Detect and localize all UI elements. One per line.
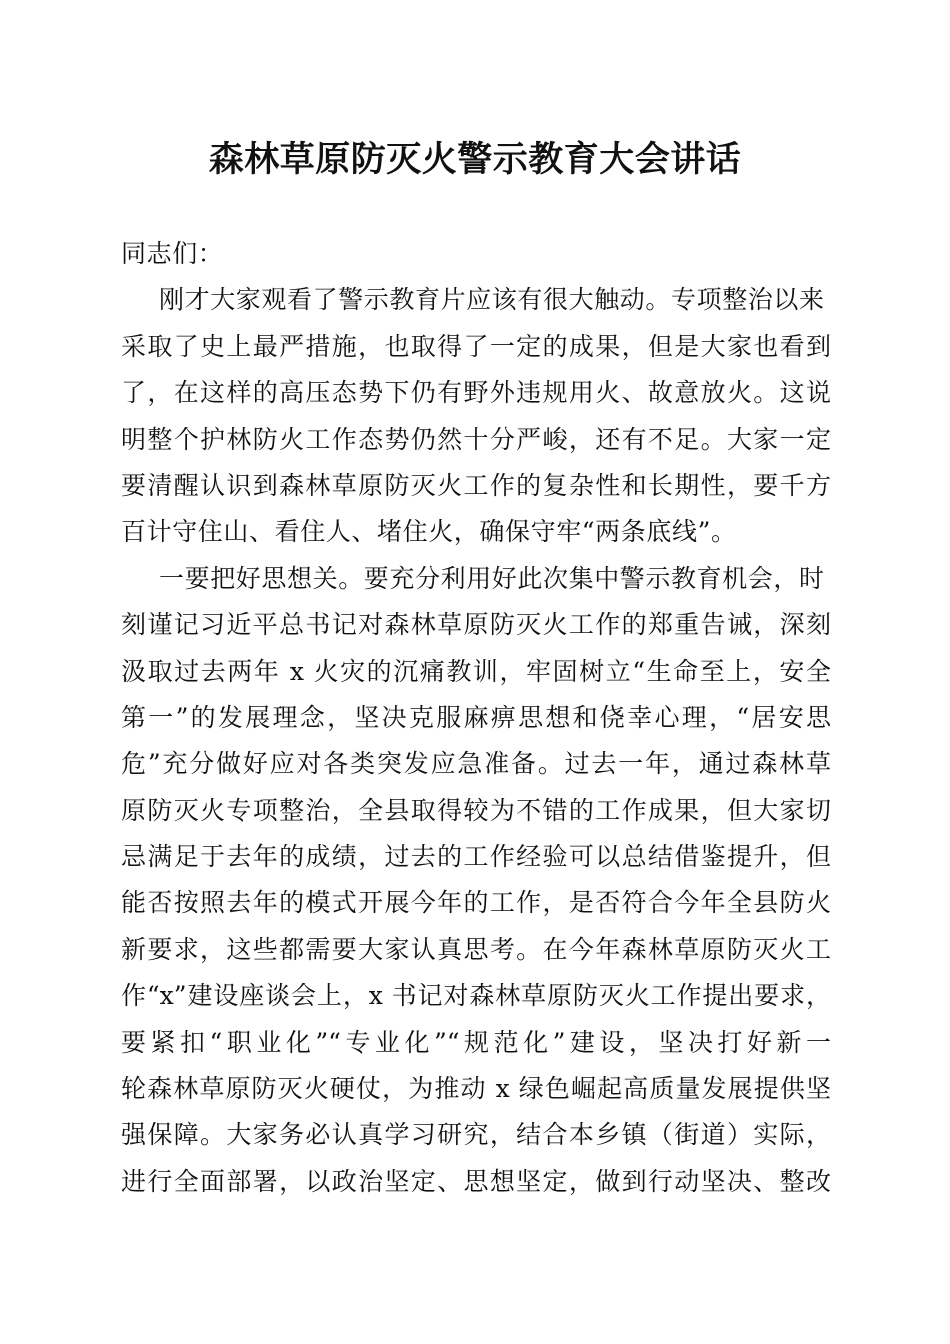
page-title: 森林草原防灭火警示教育大会讲话 [208, 139, 742, 180]
body-text-line: 进行全面部署，以政治坚定、思想坚定，做到行动坚决、整改 [121, 1166, 831, 1196]
speech-body [121, 231, 831, 1205]
body-text-line: 了，在这样的高压态势下仍有野外违规用火、故意放火。这说 [121, 378, 831, 408]
body-text-line: 轮森林草原防灭火硬仗，为推动 x 绿色崛起高质量发展提供坚 [121, 1074, 831, 1104]
body-text-line: 忌满足于去年的成绩，过去的工作经验可以总结借鉴提升，但 [121, 842, 831, 872]
body-text-line: 采取了史上最严措施，也取得了一定的成果，但是大家也看到 [121, 331, 831, 361]
body-text-line: 新要求，这些都需要大家认真思考。在今年森林草原防灭火工 [121, 934, 831, 964]
body-text-line: 百计守住山、看住人、堵住火，确保守牢“两条底线”。 [121, 517, 737, 547]
body-text-line: 原防灭火专项整治，全县取得较为不错的工作成果，但大家切 [121, 795, 831, 825]
body-text-line: 一要把好思想关。要充分利用好此次集中警示教育机会，时 [159, 563, 825, 593]
body-text-line: 能否按照去年的模式开展今年的工作，是否符合今年全县防火 [121, 888, 831, 918]
body-text-line: 汲取过去两年 x 火灾的沉痛教训，牢固树立“生命至上，安全 [121, 656, 831, 686]
body-text-line: 要清醒认识到森林草原防灭火工作的复杂性和长期性，要千方 [121, 470, 831, 500]
body-text-line: 作“x”建设座谈会上，x 书记对森林草原防灭火工作提出要求， [121, 981, 831, 1011]
body-text-line: 刻谨记习近平总书记对森林草原防灭火工作的郑重告诫，深刻 [121, 610, 831, 640]
body-text-line: 强保障。大家务必认真学习研究，结合本乡镇（街道）实际， [121, 1120, 831, 1150]
body-text-line: 要紧扣“职业化”“专业化”“规范化”建设，坚决打好新一 [121, 1027, 831, 1057]
salutation-line: 同志们： [121, 239, 224, 268]
body-text-line: 第一”的发展理念，坚决克服麻痹思想和侥幸心理，“居安思 [121, 702, 831, 732]
body-text-line: 危”充分做好应对各类突发应急准备。过去一年，通过森林草 [121, 749, 831, 779]
body-text-line: 明整个护林防火工作态势仍然十分严峻，还有不足。大家一定 [121, 424, 831, 454]
body-text-line: 刚才大家观看了警示教育片应该有很大触动。专项整治以来 [159, 285, 825, 315]
